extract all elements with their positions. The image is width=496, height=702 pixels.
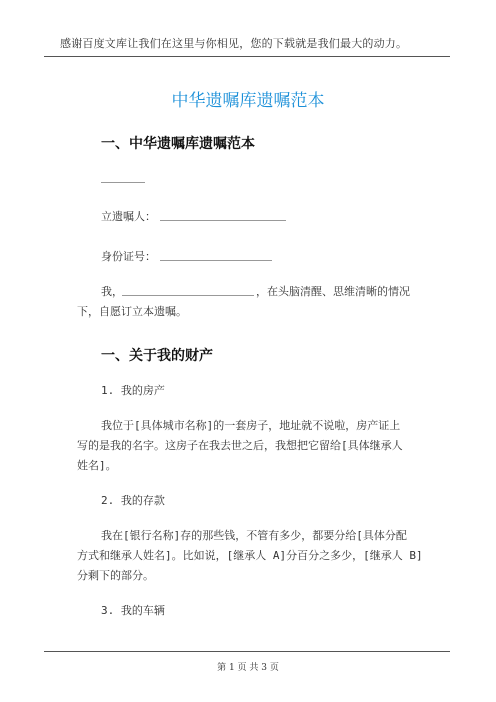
declaration-line2: 下，自愿订立本遗嘱。 (77, 305, 187, 318)
item2-line2: 方式和继承人姓名]。比如说，[继承人 A]分百分之多少，[继承人 B] (77, 549, 423, 562)
item3-title: 3. 我的车辆 (101, 604, 165, 617)
page-number: 第 1 页 共 3 页 (217, 663, 279, 673)
declaration-start: 我， (101, 285, 123, 298)
item1-line1: 我位于[具体城市名称]的一套房子，地址就不说啦，房产证上 (101, 419, 401, 432)
id-blank (160, 260, 272, 261)
declaration-end: ，在头脑清醒、思维清晰的情况 (256, 285, 410, 298)
item2-line3: 分剩下的部分。 (77, 569, 154, 582)
declaration-blank (122, 295, 254, 296)
item2-title: 2. 我的存款 (101, 494, 165, 507)
section1-heading: 一、中华遗嘱库遗嘱范本 (101, 136, 255, 152)
section2-heading: 一、关于我的财产 (101, 348, 213, 364)
id-label: 身份证号： (101, 250, 156, 263)
item1-line3: 姓名]。 (77, 459, 117, 472)
testator-blank (160, 220, 286, 221)
item1-title: 1. 我的房产 (101, 384, 165, 397)
blank-line-top (101, 182, 145, 183)
header-divider (44, 56, 450, 57)
item2-line1: 我在[银行名称]存的那些钱，不管有多少，都要分给[具体分配 (101, 529, 407, 542)
item1-line2: 写的是我的名字。这房子在我去世之后，我想把它留给[具体继承人 (77, 439, 403, 452)
testator-label: 立遗嘱人： (101, 210, 156, 223)
header-note: 感谢百度文库让我们在这里与你相见，您的下载就是我们最大的动力。 (60, 37, 408, 50)
document-title: 中华遗嘱库遗嘱范本 (171, 91, 325, 111)
footer-divider (44, 651, 450, 652)
